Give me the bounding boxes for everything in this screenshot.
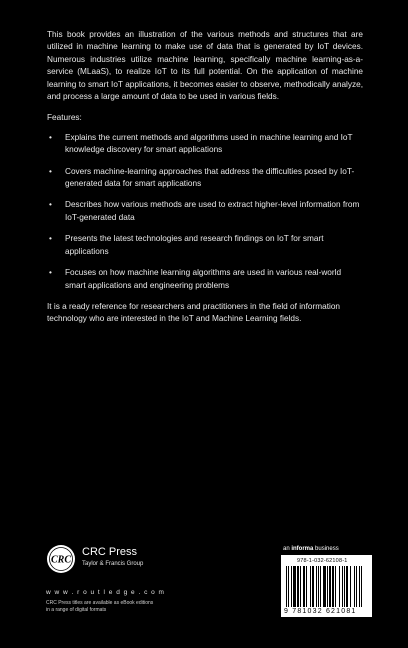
barcode-bar	[342, 566, 343, 607]
barcode-bar	[327, 566, 328, 607]
barcode-bar	[344, 566, 345, 607]
feature-item	[47, 166, 363, 191]
barcode-bar	[329, 566, 331, 607]
crc-logo-text: CRC	[50, 554, 72, 566]
barcode-bar	[323, 566, 326, 607]
barcode-bar	[356, 566, 357, 607]
feature-item	[47, 233, 363, 258]
cover-text	[47, 29, 363, 326]
crc-logo-icon	[46, 544, 76, 574]
barcode-bar	[346, 566, 348, 607]
feature-item	[47, 132, 363, 157]
barcode-bar	[303, 566, 305, 607]
informa-brand: informa	[291, 546, 314, 552]
intro-paragraph: This book provides an illustration of the various methods and structures that are utilized in machine learning to make use of data that is generated by IoT devices. Numerous industries utilize machine learning, specifically machine learning-as-a-service (MLaaS), to realize IoT to its full potential. On the application of machine learning to smart IoT applications, it becomes easier to observe, methodically analyze, and process a large amount of data to be used in various fields.	[47, 30, 363, 102]
feature-text: Focuses on how machine learning algorithms are used in various real-world smart applications and engineering problems	[65, 268, 342, 290]
barcode-bar	[310, 566, 311, 607]
feature-text: Describes how various methods are used to extract higher-level information from IoT-generated data	[65, 200, 360, 222]
informa-suffix: business	[313, 546, 339, 552]
barcode-bars-icon	[286, 566, 367, 608]
barcode-bar	[359, 566, 360, 607]
bullet-icon: •	[49, 200, 52, 210]
closing-paragraph: It is a ready reference for researchers and practitioners in the field of information technology who are interested in the IoT and Machine Learning fields.	[47, 301, 341, 324]
features-list	[47, 132, 363, 292]
isbn-number: 978-1-032-62108-1	[297, 558, 348, 564]
barcode-bar	[293, 566, 296, 607]
barcode-bar	[320, 566, 321, 607]
feature-text: Explains the current methods and algorithms used in machine learning and IoT knowledge discovery for smart applications	[65, 132, 353, 155]
barcode-bar	[339, 566, 340, 607]
barcode-bar	[350, 566, 351, 607]
barcode-bar	[312, 566, 314, 607]
barcode-bar	[306, 566, 307, 607]
informa-prefix: an	[283, 546, 292, 552]
barcode-bar	[318, 566, 319, 607]
feature-text: Covers machine-learning approaches that address the difficulties posed by IoT-generated data for smart applications	[65, 166, 355, 189]
barcode-bar	[286, 566, 287, 607]
barcode-bar	[332, 566, 334, 607]
bullet-icon: •	[49, 166, 52, 176]
barcode-bar	[335, 566, 336, 607]
bullet-icon: •	[49, 132, 52, 142]
barcode-bar	[361, 566, 362, 607]
barcode-bar	[316, 566, 317, 607]
publisher-group: Taylor & Francis Group	[82, 561, 144, 567]
publisher-name: CRC Press	[82, 546, 138, 558]
feature-item	[47, 199, 363, 224]
isbn-barcode	[281, 555, 372, 617]
features-heading: Features:	[47, 113, 82, 123]
feature-text: Presents the latest technologies and research findings on IoT for smart applications	[65, 234, 324, 256]
publisher-website: w w w . r o u t l e d g e . c o m	[46, 589, 165, 596]
barcode-bar	[300, 566, 301, 607]
barcode-bar	[297, 566, 299, 607]
bullet-icon: •	[49, 268, 52, 278]
barcode-digits: 9 781032 621081	[284, 608, 357, 615]
barcode-bar	[288, 566, 289, 607]
informa-business-label	[283, 546, 339, 552]
barcode-bar	[354, 566, 355, 607]
barcode-bar	[291, 566, 292, 607]
feature-item	[47, 267, 363, 292]
bullet-icon: •	[49, 234, 52, 244]
ebook-note: CRC Press titles are available as eBook editions in a range of digital formats	[46, 600, 154, 613]
